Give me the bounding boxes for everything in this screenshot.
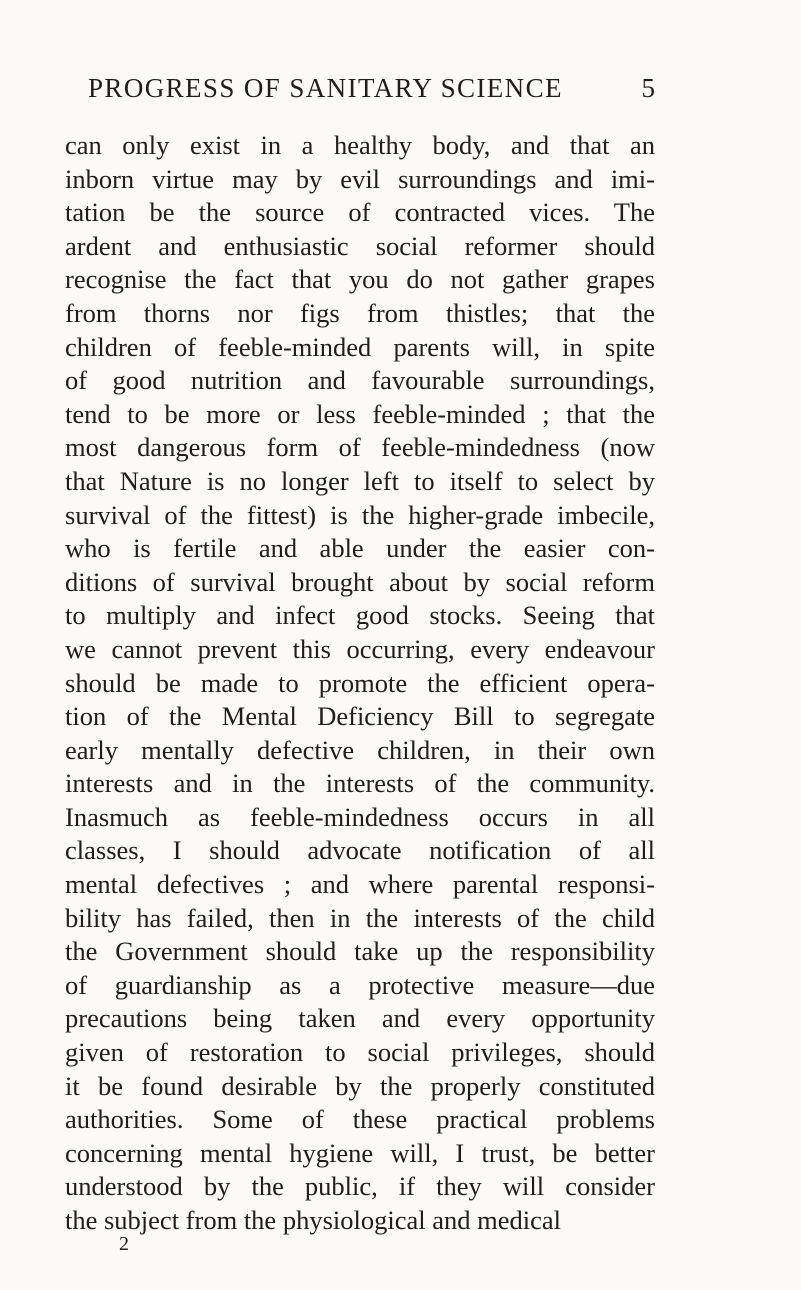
text-line: ditions of survival brought about by social reform bbox=[65, 566, 655, 597]
text-line: of good nutrition and favourable surroundings, bbox=[65, 365, 655, 396]
text-line: who is fertile and able under the easier con- bbox=[65, 533, 655, 564]
text-line: interests and in the interests of the community. bbox=[65, 768, 655, 799]
text-line: mental defectives ; and where parental responsi- bbox=[65, 869, 655, 900]
text-line: children of feeble-minded parents will, in spite bbox=[65, 331, 655, 362]
text-line: tend to be more or less feeble-minded ; that the bbox=[65, 398, 655, 429]
text-line: classes, I should advocate notification of all bbox=[65, 835, 655, 866]
text-line: precautions being taken and every opportunity bbox=[65, 1003, 655, 1034]
text-line: that Nature is no longer left to itself to select by bbox=[65, 465, 655, 496]
text-line: inborn virtue may by evil surroundings and imi- bbox=[65, 163, 655, 194]
text-line: bility has failed, then in the interests of the child bbox=[65, 902, 655, 933]
text-line: of guardianship as a protective measure—due bbox=[65, 969, 655, 1000]
text-line: from thorns nor figs from thistles; that the bbox=[65, 297, 655, 328]
text-line: the subject from the physiological and medical bbox=[65, 1205, 561, 1235]
text-line: should be made to promote the efficient opera- bbox=[65, 667, 655, 698]
text-line: survival of the fittest) is the higher-grade imbecile, bbox=[65, 499, 655, 530]
body-text bbox=[65, 129, 655, 1238]
text-line: Inasmuch as feeble-mindedness occurs in all bbox=[65, 801, 655, 832]
text-line: recognise the fact that you do not gather grapes bbox=[65, 264, 655, 295]
text-line: tation be the source of contracted vices. The bbox=[65, 197, 655, 228]
text-line: we cannot prevent this occurring, every endeavour bbox=[65, 633, 655, 664]
running-title: PROGRESS OF SANITARY SCIENCE bbox=[88, 73, 563, 103]
page-number: 5 bbox=[641, 73, 655, 103]
text-line: authorities. Some of these practical problems bbox=[65, 1104, 655, 1135]
text-line: tion of the Mental Deficiency Bill to segregate bbox=[65, 701, 655, 732]
text-line: concerning mental hygiene will, I trust, be better bbox=[65, 1137, 655, 1168]
text-line: it be found desirable by the properly constituted bbox=[65, 1070, 655, 1101]
running-head bbox=[88, 68, 655, 108]
text-line: to multiply and infect good stocks. Seeing that bbox=[65, 600, 655, 631]
text-line: understood by the public, if they will consider bbox=[65, 1171, 655, 1202]
text-line: ardent and enthusiastic social reformer should bbox=[65, 230, 655, 261]
text-line: the Government should take up the responsibility bbox=[65, 936, 655, 967]
signature-mark: 2 bbox=[119, 1233, 129, 1255]
text-line: given of restoration to social privileges, should bbox=[65, 1037, 655, 1068]
text-line: early mentally defective children, in their own bbox=[65, 734, 655, 765]
text-line: can only exist in a healthy body, and that an bbox=[65, 130, 655, 160]
text-line: most dangerous form of feeble-mindedness (now bbox=[65, 432, 655, 463]
